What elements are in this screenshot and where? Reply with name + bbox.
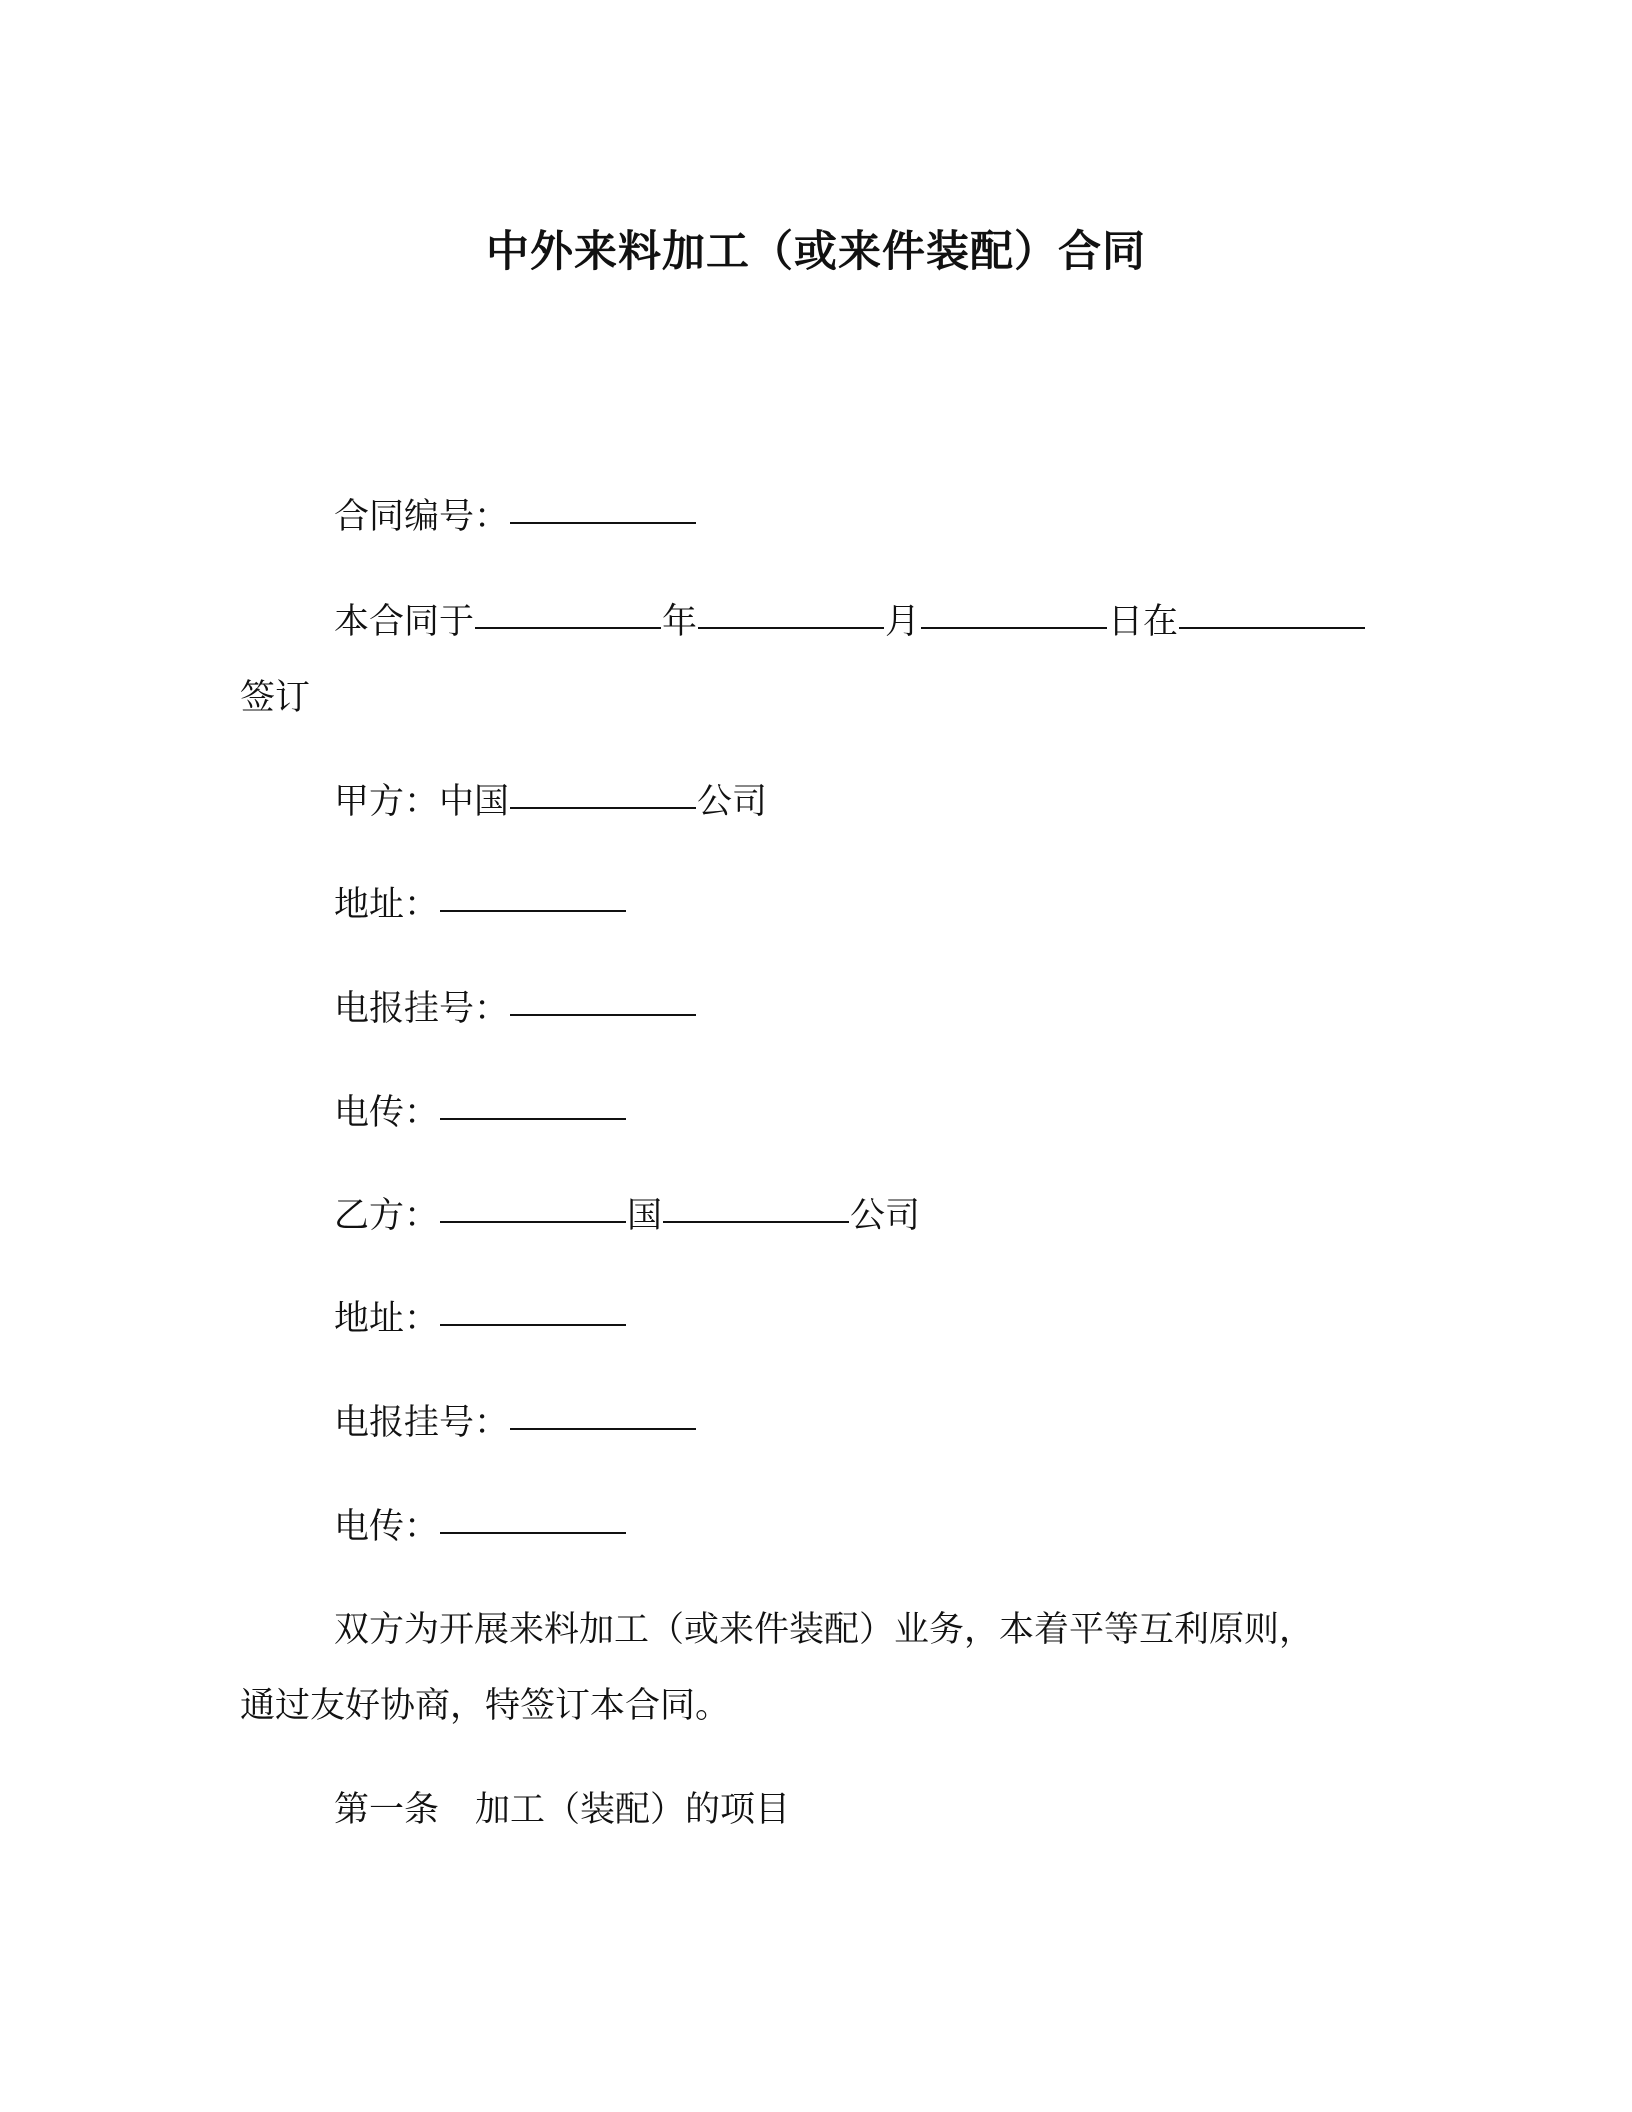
- signing-month-label: 月: [885, 602, 921, 642]
- preamble-line-2: [240, 1681, 730, 1731]
- party-b-label: 乙方：: [334, 1196, 440, 1236]
- article-1-title: 加工（装配）的项目: [475, 1790, 791, 1830]
- article-1-number: 第一条: [334, 1790, 440, 1830]
- party-a-name-blank: [510, 806, 696, 809]
- party-a-cable-blank: [510, 1013, 696, 1016]
- signing-place-blank: [1179, 626, 1365, 629]
- preamble-line-1: [334, 1605, 1314, 1655]
- signing-year-blank: [475, 626, 661, 629]
- signing-day-label: 日在: [1108, 602, 1179, 642]
- party-a-cable-line: [334, 984, 697, 1034]
- party-b-cable-label: 电报挂号：: [334, 1403, 510, 1443]
- party-b-suffix: 公司: [850, 1196, 921, 1236]
- party-a-label: 甲方：中国: [334, 782, 510, 822]
- party-a-address-line: [334, 880, 627, 930]
- party-a-fax-label: 电传：: [334, 1093, 440, 1133]
- signing-date-line: [334, 597, 1366, 647]
- party-b-cable-blank: [510, 1427, 696, 1430]
- party-b-fax-line: [334, 1502, 627, 1552]
- party-a-address-blank: [440, 909, 626, 912]
- preamble-text-2: 通过友好协商，特签订本合同。: [240, 1686, 731, 1726]
- party-a-fax-blank: [440, 1117, 626, 1120]
- party-b-country-label: 国: [627, 1196, 663, 1236]
- signing-day-blank: [921, 626, 1107, 629]
- party-b-fax-blank: [440, 1531, 626, 1534]
- contract-number-line: [334, 492, 697, 542]
- party-b-country-blank: [440, 1220, 626, 1223]
- party-b-fax-label: 电传：: [334, 1507, 440, 1547]
- signing-month-blank: [698, 626, 884, 629]
- signing-suffix: 签订: [240, 678, 311, 718]
- party-a-fax-line: [334, 1088, 627, 1138]
- party-a-address-label: 地址：: [334, 885, 440, 925]
- preamble-text-1: 双方为开展来料加工（或来件装配）业务，本着平等互利原则，: [334, 1610, 1315, 1650]
- contract-number-blank: [510, 521, 696, 524]
- party-b-address-label: 地址：: [334, 1299, 440, 1339]
- signing-prefix: 本合同于: [334, 602, 475, 642]
- party-a-line: [334, 777, 767, 827]
- party-a-suffix: 公司: [697, 782, 768, 822]
- party-b-address-blank: [440, 1323, 626, 1326]
- signing-suffix-line: [240, 673, 310, 723]
- party-b-name-blank: [663, 1220, 849, 1223]
- contract-number-label: 合同编号：: [334, 497, 510, 537]
- party-a-cable-label: 电报挂号：: [334, 989, 510, 1029]
- party-b-line: [334, 1191, 920, 1241]
- document-title: 中外来料加工（或来件装配）合同: [486, 227, 1146, 277]
- article-1-heading: [334, 1785, 790, 1835]
- party-b-address-line: [334, 1294, 627, 1344]
- signing-year-label: 年: [662, 602, 698, 642]
- party-b-cable-line: [334, 1398, 697, 1448]
